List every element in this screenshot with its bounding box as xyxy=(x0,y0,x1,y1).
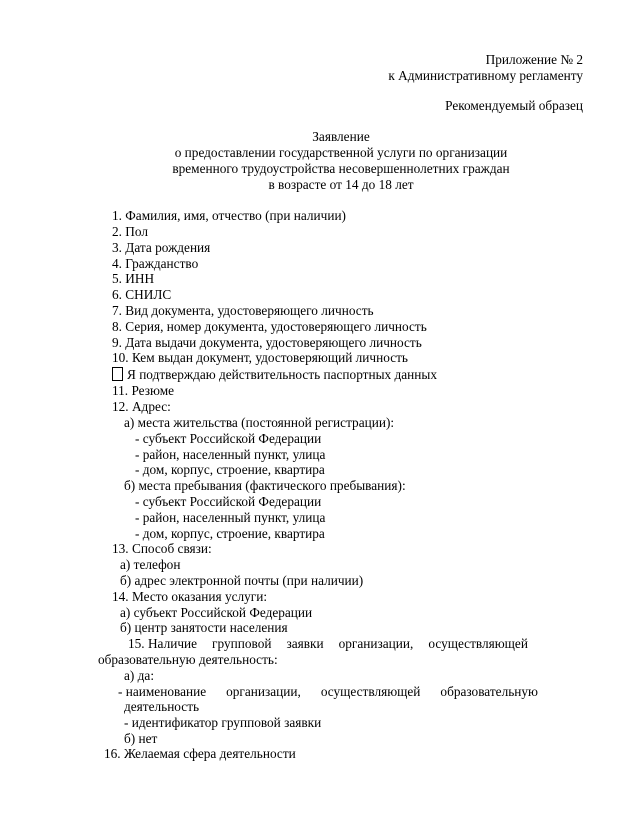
group-application-word: организации, xyxy=(338,636,414,651)
organization-name-word: - наименование xyxy=(118,684,207,699)
item-group-no: б) нет xyxy=(124,731,158,746)
passport-confirm-checkbox[interactable] xyxy=(112,367,123,381)
item-group-id: - идентификатор групповой заявки xyxy=(124,715,322,730)
appendix-regulation: к Административному регламенту xyxy=(388,68,583,83)
item-id-document-number: 8. Серия, номер документа, удостоверяющего личность xyxy=(112,319,427,334)
organization-name-word: осуществляющей xyxy=(320,684,421,699)
item-stay-locality: - район, населенный пункт, улица xyxy=(135,510,326,525)
item-stay-region: - субъект Российской Федерации xyxy=(135,494,322,509)
item-id-issue-date: 9. Дата выдачи документа, удостоверяющего личность xyxy=(112,335,422,350)
item-full-name: 1. Фамилия, имя, отчество (при наличии) xyxy=(112,208,346,223)
group-application-word: осуществляющей xyxy=(428,636,528,651)
item-birth-date: 3. Дата рождения xyxy=(112,240,211,255)
group-application-word: 15. Наличие xyxy=(128,636,198,651)
item-resume: 11. Резюме xyxy=(112,383,175,398)
item-group-application xyxy=(128,636,528,652)
item-id-issued-by: 10. Кем выдан документ, удостоверяющий личность xyxy=(112,350,408,365)
item-organization-name xyxy=(118,684,538,700)
group-application-word: групповой xyxy=(212,636,272,651)
document-title: Заявление xyxy=(312,129,370,144)
item-employment-center: б) центр занятости населения xyxy=(120,620,288,635)
item-organization-name-cont: деятельность xyxy=(124,699,200,714)
item-address: 12. Адрес: xyxy=(112,399,171,414)
item-id-document-type: 7. Вид документа, удостоверяющего личность xyxy=(112,303,374,318)
passport-confirm-label: Я подтверждаю действительность паспортных данных xyxy=(127,367,437,382)
item-residence-region: - субъект Российской Федерации xyxy=(135,431,322,446)
sample-label: Рекомендуемый образец xyxy=(445,98,583,113)
item-group-application-cont: образовательную деятельность: xyxy=(98,652,278,667)
organization-name-word: организации, xyxy=(226,684,301,699)
group-application-word: заявки xyxy=(286,636,324,651)
item-contact-method: 13. Способ связи: xyxy=(112,541,212,556)
document-subtitle-3: в возрасте от 14 до 18 лет xyxy=(268,177,414,192)
item-contact-email: б) адрес электронной почты (при наличии) xyxy=(120,573,364,588)
item-residence-locality: - район, населенный пункт, улица xyxy=(135,447,326,462)
item-inn: 5. ИНН xyxy=(112,271,155,286)
document-subtitle-2: временного трудоустройства несовершеннолетних граждан xyxy=(172,161,510,176)
item-stay-building: - дом, корпус, строение, квартира xyxy=(135,526,325,541)
item-desired-field: 16. Желаемая сфера деятельности xyxy=(104,746,296,761)
organization-name-word: образовательную xyxy=(440,684,538,699)
item-citizenship: 4. Гражданство xyxy=(112,256,199,271)
document-subtitle-1: о предоставлении государственной услуги по организации xyxy=(174,145,508,160)
item-contact-phone: а) телефон xyxy=(120,557,181,572)
item-group-yes: а) да: xyxy=(124,668,155,683)
item-address-residence: а) места жительства (постоянной регистрации): xyxy=(124,415,395,430)
item-snils: 6. СНИЛС xyxy=(112,287,172,302)
item-residence-building: - дом, корпус, строение, квартира xyxy=(135,462,325,477)
item-service-region: а) субъект Российской Федерации xyxy=(120,605,313,620)
item-address-stay: б) места пребывания (фактического пребывания): xyxy=(124,478,406,493)
appendix-number: Приложение № 2 xyxy=(485,52,583,67)
item-service-place: 14. Место оказания услуги: xyxy=(112,589,268,604)
item-gender: 2. Пол xyxy=(112,224,149,239)
passport-confirm-row[interactable] xyxy=(112,367,437,383)
